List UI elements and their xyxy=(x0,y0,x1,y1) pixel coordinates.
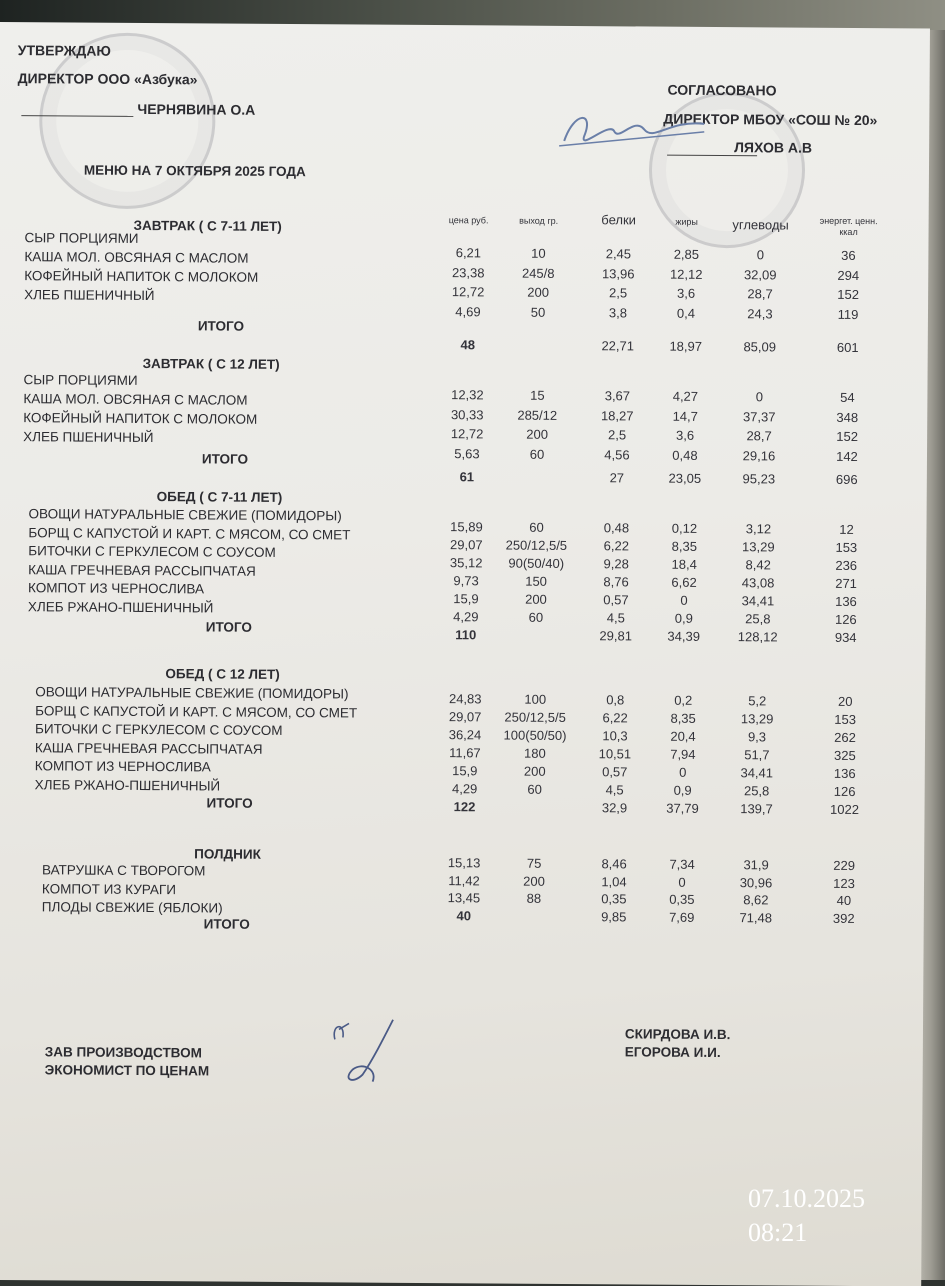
agree-signature xyxy=(554,101,714,162)
menu-item-value: 0 xyxy=(755,389,764,405)
menu-item-name: СЫР ПОРЦИЯМИ xyxy=(24,230,139,246)
menu-item-value: 25,8 xyxy=(743,783,770,799)
menu-item-value: 31,9 xyxy=(743,857,769,873)
menu-item-value: 0,57 xyxy=(602,764,628,780)
section-total-value: 9,85 xyxy=(601,909,627,925)
menu-item-value: 8,35 xyxy=(671,538,698,554)
menu-item-value: 2,45 xyxy=(605,246,632,262)
menu-item-value: 100(50/50) xyxy=(503,727,567,743)
menu-item-value: 23,38 xyxy=(451,264,485,280)
menu-item-value: 4,5 xyxy=(605,782,624,798)
menu-item-value: 285/12 xyxy=(517,407,558,423)
menu-item-value: 136 xyxy=(835,593,857,609)
section-total-value: 601 xyxy=(836,339,859,356)
menu-item-value: 6,22 xyxy=(602,710,628,726)
menu-item-value: 60 xyxy=(528,609,544,625)
menu-item-value: 24,83 xyxy=(448,691,482,707)
menu-item-value: 3,12 xyxy=(745,521,772,537)
menu-item-value: 37,37 xyxy=(742,408,776,424)
section-title: ОБЕД ( С 12 ЛЕТ) xyxy=(165,666,280,682)
menu-item-value: 10,51 xyxy=(598,746,632,762)
menu-item-value: 4,56 xyxy=(604,446,630,462)
menu-item-value: 8,46 xyxy=(601,856,627,872)
menu-item-value: 30,96 xyxy=(739,874,773,890)
column-header-3: жиры xyxy=(675,216,698,227)
menu-item-value: 100 xyxy=(524,691,547,707)
menu-item-name: КОМПОТ ИЗ ЧЕРНОСЛИВА xyxy=(34,758,211,775)
menu-item-value: 153 xyxy=(835,539,858,555)
menu-item-value: 3,67 xyxy=(604,388,631,404)
section-total-value: 128,12 xyxy=(737,629,778,645)
menu-item-name: КОМПОТ ИЗ КУРАГИ xyxy=(41,880,176,897)
menu-item-value: 7,94 xyxy=(670,746,696,762)
section-total-value: 61 xyxy=(459,469,475,485)
menu-item-value: 40 xyxy=(836,892,852,908)
menu-item-value: 14,7 xyxy=(672,408,698,424)
menu-item-value: 12,72 xyxy=(451,284,485,300)
column-header-0: цена руб. xyxy=(448,215,489,226)
menu-item-value: 200 xyxy=(527,284,550,300)
menu-item-value: 6,22 xyxy=(603,538,630,554)
menu-item-value: 0 xyxy=(756,247,765,263)
menu-item-value: 9,73 xyxy=(453,573,479,589)
menu-item-value: 2,5 xyxy=(608,427,627,443)
menu-item-value: 150 xyxy=(525,573,548,589)
section-total-value: 27 xyxy=(609,470,625,486)
menu-item-value: 25,8 xyxy=(745,611,771,627)
section-total-value: 1022 xyxy=(830,801,860,818)
section-total-value: 139,7 xyxy=(740,801,773,817)
menu-item-value: 126 xyxy=(833,783,856,799)
section-total-label: ИТОГО xyxy=(206,795,253,811)
timestamp-date: 07.10.2025 xyxy=(748,1184,865,1213)
menu-item-value: 0,35 xyxy=(601,891,627,907)
section-total-value xyxy=(498,337,578,338)
menu-item-value: 28,7 xyxy=(747,286,773,302)
menu-item-value: 0 xyxy=(679,764,687,780)
menu-item-value: 0,35 xyxy=(669,891,695,907)
footer-signature xyxy=(323,1009,424,1090)
timestamp-time: 08:21 xyxy=(748,1218,808,1247)
section-total-value: 22,71 xyxy=(601,338,635,354)
menu-item-value: 13,45 xyxy=(447,890,481,906)
menu-item-value: 11,42 xyxy=(448,872,480,888)
section-total-value: 23,05 xyxy=(668,470,702,486)
menu-item-value: 245/8 xyxy=(521,265,555,281)
footer-name-egorova: ЕГОРОВА И.И. xyxy=(624,1044,721,1061)
menu-item-value: 36,24 xyxy=(448,727,482,743)
menu-item-value: 18,4 xyxy=(671,556,697,572)
section-total-value xyxy=(497,469,577,470)
section-total-value: 34,39 xyxy=(667,628,701,644)
section-total-value: 29,81 xyxy=(599,628,633,644)
menu-item-value: 3,8 xyxy=(608,304,628,320)
menu-item-name: КОФЕЙНЫЙ НАПИТОК С МОЛОКОМ xyxy=(23,410,258,427)
menu-item-value: 250/12,5/5 xyxy=(505,537,568,553)
section-total-value: 7,69 xyxy=(669,909,695,925)
menu-item-value: 5,2 xyxy=(748,693,767,709)
menu-item-value: 30,33 xyxy=(450,406,484,422)
menu-item-name: ХЛЕБ РЖАНО-ПШЕНИЧНЫЙ xyxy=(34,776,221,794)
menu-item-value: 32,09 xyxy=(743,266,777,282)
menu-item-value: 54 xyxy=(840,389,855,405)
section-title: ПОЛДНИК xyxy=(194,846,261,862)
section-total-value: 122 xyxy=(453,799,476,815)
agree-title: СОГЛАСОВАНО xyxy=(667,81,777,99)
section-total-value xyxy=(494,908,574,909)
menu-item-value: 8,76 xyxy=(603,574,629,590)
menu-item-value: 51,7 xyxy=(744,747,770,763)
column-header-4: углеводы xyxy=(732,217,789,233)
menu-item-value: 8,42 xyxy=(745,557,771,573)
menu-item-value: 126 xyxy=(834,611,857,627)
section-total-value: 110 xyxy=(455,627,477,643)
menu-item-value: 0,9 xyxy=(674,610,693,626)
menu-item-value: 119 xyxy=(837,306,859,322)
menu-item-value: 11,67 xyxy=(449,745,481,761)
menu-item-value: 12,32 xyxy=(451,387,484,403)
menu-item-value: 29,07 xyxy=(450,537,483,553)
menu-item-value: 236 xyxy=(835,557,858,573)
menu-item-value: 43,08 xyxy=(741,575,775,591)
menu-item-value: 2,85 xyxy=(673,246,700,262)
menu-item-name: БОРЩ С КАПУСТОЙ И КАРТ. С МЯСОМ, СО СМЕТ xyxy=(28,524,351,542)
column-header-1: выход гр. xyxy=(519,215,559,226)
menu-item-value: 35,12 xyxy=(449,555,483,571)
menu-item-value: 10,3 xyxy=(602,728,628,744)
menu-item-value: 60 xyxy=(529,519,544,535)
section-total-value: 18,97 xyxy=(669,338,703,354)
menu-item-name: ХЛЕБ ПШЕНИЧНЫЙ xyxy=(23,429,154,446)
section-total-label: ИТОГО xyxy=(197,318,245,334)
menu-item-value: 152 xyxy=(837,286,860,303)
menu-item-value: 4,29 xyxy=(453,609,479,625)
menu-item-value: 13,29 xyxy=(742,539,775,555)
section-total-value: 48 xyxy=(460,337,476,353)
menu-item-value: 90(50/40) xyxy=(508,555,565,571)
menu-item-value: 294 xyxy=(837,267,860,283)
section-total-value: 934 xyxy=(834,629,857,645)
menu-item-value: 15,9 xyxy=(452,763,478,779)
menu-item-value: 200 xyxy=(526,426,549,442)
menu-item-value: 5,63 xyxy=(454,445,480,461)
menu-item-value: 325 xyxy=(833,747,856,763)
menu-item-value: 34,41 xyxy=(741,593,775,609)
menu-item-value: 6,21 xyxy=(455,245,482,261)
menu-item-value: 271 xyxy=(835,575,857,591)
menu-item-name: ОВОЩИ НАТУРАЛЬНЫЕ СВЕЖИЕ (ПОМИДОРЫ) xyxy=(28,506,342,524)
section-title: ОБЕД ( С 7-11 ЛЕТ) xyxy=(156,489,283,505)
menu-item-value: 8,62 xyxy=(743,892,769,908)
approve-title: УТВЕРЖДАЮ xyxy=(17,42,111,59)
agree-role: ДИРЕКТОР МБОУ «СОШ № 20» xyxy=(663,110,878,129)
menu-sheet xyxy=(0,22,930,1286)
column-header-5: энергет. ценн. ккал xyxy=(819,215,878,237)
menu-item-value: 2,5 xyxy=(609,285,628,301)
section-total-value xyxy=(495,799,575,800)
menu-item-value: 18,27 xyxy=(600,407,634,423)
menu-item-name: КАША ГРЕЧНЕВАЯ РАССЫПЧАТАЯ xyxy=(34,739,263,757)
menu-item-value: 13,29 xyxy=(740,711,774,727)
menu-item-value: 4,29 xyxy=(451,781,478,797)
approve-role: ДИРЕКТОР ООО «Азбука» xyxy=(17,70,198,88)
footer-name-skirdova: СКИРДОВА И.В. xyxy=(624,1026,731,1043)
menu-item-value: 29,16 xyxy=(742,447,776,463)
section-total-label: ИТОГО xyxy=(203,916,250,932)
menu-item-value: 0,12 xyxy=(671,520,698,536)
menu-item-value: 4,27 xyxy=(672,388,699,404)
menu-item-value: 200 xyxy=(523,873,545,889)
menu-item-value: 15 xyxy=(530,387,545,403)
menu-item-value: 142 xyxy=(836,448,858,464)
menu-item-value: 0 xyxy=(680,592,688,608)
menu-item-value: 200 xyxy=(523,763,546,779)
menu-item-value: 0,2 xyxy=(674,692,693,708)
menu-item-value: 4,69 xyxy=(455,303,481,319)
menu-item-name: КАША МОЛ. ОВСЯНАЯ С МАСЛОМ xyxy=(24,249,249,266)
menu-item-value: 50 xyxy=(530,304,546,320)
section-total-value: 37,79 xyxy=(666,800,699,816)
menu-item-value: 60 xyxy=(529,446,545,462)
menu-item-value: 15,9 xyxy=(453,591,479,607)
footer-role-economist: ЭКОНОМИСТ ПО ЦЕНАМ xyxy=(44,1062,210,1079)
section-title: ЗАВТРАК ( С 7-11 ЛЕТ) xyxy=(133,217,282,234)
section-total-value xyxy=(496,627,576,628)
menu-item-value: 12,12 xyxy=(669,266,703,282)
menu-item-value: 7,34 xyxy=(669,856,695,872)
menu-item-value: 262 xyxy=(834,729,856,745)
menu-item-value: 0,57 xyxy=(603,592,629,608)
menu-item-name: БИТОЧКИ С ГЕРКУЛЕСОМ С СОУСОМ xyxy=(35,721,283,738)
menu-item-value: 60 xyxy=(527,781,542,797)
menu-item-value: 200 xyxy=(525,591,547,607)
section-total-label: ИТОГО xyxy=(201,451,249,467)
menu-item-value: 10 xyxy=(531,245,546,261)
approve-name: ЧЕРНЯВИНА О.А xyxy=(137,100,256,118)
menu-item-value: 12 xyxy=(839,521,854,537)
section-total-value: 696 xyxy=(835,471,858,487)
menu-item-value: 0 xyxy=(678,874,686,890)
section-total-value: 85,09 xyxy=(743,339,777,355)
menu-item-name: КАША МОЛ. ОВСЯНАЯ С МАСЛОМ xyxy=(23,391,248,408)
menu-item-name: КОМПОТ ИЗ ЧЕРНОСЛИВА xyxy=(27,580,205,597)
menu-item-name: ХЛЕБ ПШЕНИЧНЫЙ xyxy=(24,287,155,304)
footer-role-production: ЗАВ ПРОИЗВОДСТВОМ xyxy=(44,1044,202,1061)
menu-item-value: 6,62 xyxy=(671,574,697,590)
menu-item-value: 15,89 xyxy=(450,519,483,535)
menu-item-value: 229 xyxy=(833,857,856,873)
menu-item-value: 13,96 xyxy=(601,265,635,281)
menu-item-name: ПЛОДЫ СВЕЖИЕ (ЯБЛОКИ) xyxy=(41,899,223,916)
menu-item-value: 250/12,5/5 xyxy=(504,709,566,725)
section-total-value: 40 xyxy=(456,908,472,924)
menu-item-value: 20,4 xyxy=(670,728,696,744)
menu-item-value: 15,13 xyxy=(447,855,481,871)
menu-item-name: БИТОЧКИ С ГЕРКУЛЕСОМ С СОУСОМ xyxy=(28,543,276,560)
menu-item-value: 75 xyxy=(526,855,542,871)
menu-item-value: 136 xyxy=(833,765,856,781)
menu-item-name: ВАТРУШКА С ТВОРОГОМ xyxy=(42,862,206,879)
section-total-value: 392 xyxy=(832,910,855,926)
menu-item-value: 348 xyxy=(836,409,859,425)
menu-item-name: ХЛЕБ РЖАНО-ПШЕНИЧНЫЙ xyxy=(27,598,214,616)
menu-item-value: 4,5 xyxy=(606,610,625,626)
menu-item-value: 0,4 xyxy=(676,305,696,321)
section-total-label: ИТОГО xyxy=(205,619,252,635)
menu-item-value: 3,6 xyxy=(677,285,696,301)
menu-item-name: КАША ГРЕЧНЕВАЯ РАССЫПЧАТАЯ xyxy=(28,561,256,579)
menu-item-value: 12,72 xyxy=(450,426,484,442)
section-total-value: 71,48 xyxy=(739,910,773,926)
menu-item-value: 9,28 xyxy=(603,556,629,572)
section-total-value: 32,9 xyxy=(601,800,628,816)
menu-item-value: 29,07 xyxy=(448,709,482,725)
menu-item-value: 0,8 xyxy=(606,692,625,708)
menu-item-name: ОВОЩИ НАТУРАЛЬНЫЕ СВЕЖИЕ (ПОМИДОРЫ) xyxy=(35,684,349,702)
stamp-left xyxy=(39,32,216,209)
menu-item-value: 0,48 xyxy=(672,447,698,463)
menu-item-value: 24,3 xyxy=(747,305,773,321)
agree-name: ЛЯХОВ А.В xyxy=(734,139,813,156)
menu-title: МЕНЮ НА 7 ОКТЯБРЯ 2025 ГОДА xyxy=(83,162,306,180)
menu-item-value: 88 xyxy=(526,890,542,906)
menu-item-value: 0,9 xyxy=(673,782,692,798)
menu-item-value: 0,48 xyxy=(603,520,630,536)
menu-item-value: 180 xyxy=(523,745,546,761)
menu-item-value: 28,7 xyxy=(746,428,772,444)
menu-item-value: 152 xyxy=(836,428,859,444)
menu-item-value: 9,3 xyxy=(747,729,767,745)
column-header-2: белки xyxy=(601,212,636,228)
menu-item-value: 20 xyxy=(837,693,853,709)
menu-item-value: 3,6 xyxy=(676,427,695,443)
menu-item-value: 36 xyxy=(841,247,856,263)
menu-item-name: СЫР ПОРЦИЯМИ xyxy=(23,372,138,388)
menu-item-name: КОФЕЙНЫЙ НАПИТОК С МОЛОКОМ xyxy=(24,268,259,285)
menu-item-name: БОРЩ С КАПУСТОЙ И КАРТ. С МЯСОМ, СО СМЕТ xyxy=(35,702,358,721)
menu-item-value: 153 xyxy=(834,711,857,727)
menu-item-value: 1,04 xyxy=(601,873,627,889)
menu-item-value: 8,35 xyxy=(670,710,696,726)
section-total-value: 95,23 xyxy=(742,471,776,487)
menu-item-value: 123 xyxy=(833,875,855,891)
section-title: ЗАВТРАК ( С 12 ЛЕТ) xyxy=(142,356,280,372)
menu-item-value: 34,41 xyxy=(740,765,774,781)
